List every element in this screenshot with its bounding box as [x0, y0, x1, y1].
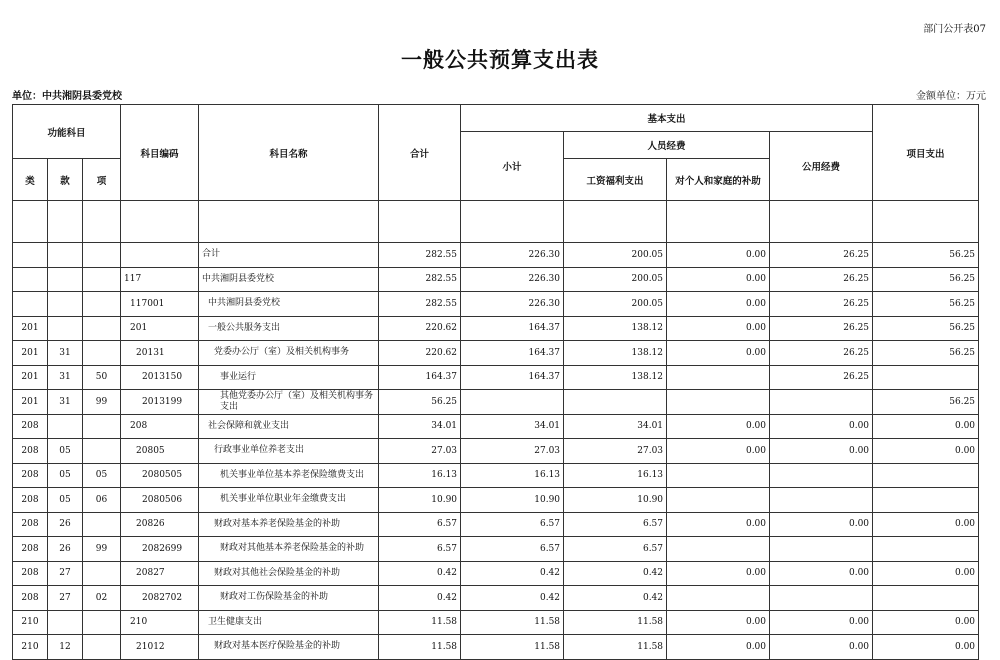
- cell-kuan: [48, 316, 83, 341]
- cell-lei: 201: [13, 365, 48, 390]
- cell-project: 0.00: [873, 414, 979, 439]
- cell-total: 34.01: [379, 414, 461, 439]
- cell-public: [770, 537, 873, 562]
- cell-lei: 208: [13, 488, 48, 513]
- cell-public: 26.25: [770, 365, 873, 390]
- cell-project: 0.00: [873, 635, 979, 660]
- header-personnel: 人员经费: [564, 132, 770, 159]
- cell-subsidy: [667, 390, 770, 415]
- cell-public: 26.25: [770, 341, 873, 366]
- cell-project: 0.00: [873, 512, 979, 537]
- cell-wages: 200.05: [564, 243, 667, 268]
- cell-project: 56.25: [873, 341, 979, 366]
- cell-name: 卫生健康支出: [199, 610, 379, 635]
- cell-lei: [13, 292, 48, 317]
- cell-subsidy: 0.00: [667, 414, 770, 439]
- cell-lei: 208: [13, 463, 48, 488]
- cell-subtotal: 16.13: [461, 463, 564, 488]
- table-row: [13, 341, 979, 366]
- cell-kuan: 27: [48, 586, 83, 611]
- cell-kuan: 31: [48, 341, 83, 366]
- cell-subtotal: 10.90: [461, 488, 564, 513]
- cell-name: 事业运行: [199, 365, 379, 390]
- cell-code: 201: [121, 316, 199, 341]
- cell-name: 财政对工伤保险基金的补助: [199, 586, 379, 611]
- cell-xiang: [83, 561, 121, 586]
- cell-subtotal: 226.30: [461, 243, 564, 268]
- cell-lei: 208: [13, 586, 48, 611]
- cell-name: 财政对基本养老保险基金的补助: [199, 512, 379, 537]
- cell-kuan: 31: [48, 365, 83, 390]
- cell-kuan: 05: [48, 463, 83, 488]
- cell-project: 56.25: [873, 292, 979, 317]
- cell-public: 0.00: [770, 439, 873, 464]
- cell-xiang: [83, 512, 121, 537]
- cell-code: 2080506: [121, 488, 199, 513]
- cell-subsidy: [667, 586, 770, 611]
- unit-label: 单位：中共湘阴县委党校: [12, 91, 122, 102]
- cell-project: 0.00: [873, 610, 979, 635]
- cell-subtotal: 164.37: [461, 341, 564, 366]
- cell-name: 其他党委办公厅（室）及相关机构事务支出: [199, 390, 379, 415]
- cell-project: 56.25: [873, 267, 979, 292]
- cell-total: 56.25: [379, 390, 461, 415]
- table-row: [13, 635, 979, 660]
- cell-subsidy: 0.00: [667, 316, 770, 341]
- table-row: [13, 243, 979, 268]
- header-project: 项目支出: [873, 105, 979, 201]
- cell-name: 机关事业单位职业年金缴费支出: [199, 488, 379, 513]
- cell-public: [770, 390, 873, 415]
- cell-wages: 200.05: [564, 292, 667, 317]
- cell-subsidy: 0.00: [667, 635, 770, 660]
- cell-lei: 208: [13, 537, 48, 562]
- cell-public: 0.00: [770, 635, 873, 660]
- cell-subtotal: 11.58: [461, 610, 564, 635]
- cell-xiang: [83, 243, 121, 268]
- cell-wages: 11.58: [564, 635, 667, 660]
- cell-total: 10.90: [379, 488, 461, 513]
- cell-subsidy: 0.00: [667, 561, 770, 586]
- table-row: [13, 267, 979, 292]
- cell-code: 208: [121, 414, 199, 439]
- header-wages: 工资福利支出: [564, 159, 667, 201]
- table-row: [13, 439, 979, 464]
- cell-subtotal: 0.42: [461, 586, 564, 611]
- cell-subtotal: 34.01: [461, 414, 564, 439]
- cell-name: 中共湘阴县委党校: [199, 292, 379, 317]
- cell-code: 20805: [121, 439, 199, 464]
- cell-public: 26.25: [770, 267, 873, 292]
- cell-kuan: 05: [48, 439, 83, 464]
- cell-public: 0.00: [770, 610, 873, 635]
- cell-code: 2013199: [121, 390, 199, 415]
- cell-xiang: [83, 316, 121, 341]
- cell-subtotal: 6.57: [461, 537, 564, 562]
- table-row: [13, 316, 979, 341]
- cell-subsidy: 0.00: [667, 243, 770, 268]
- cell-name: 财政对其他基本养老保险基金的补助: [199, 537, 379, 562]
- cell-project: [873, 463, 979, 488]
- cell-code: 2082702: [121, 586, 199, 611]
- table-row: [13, 365, 979, 390]
- cell-total: 0.42: [379, 586, 461, 611]
- cell-total: 11.58: [379, 610, 461, 635]
- cell-project: [873, 488, 979, 513]
- header-kuan: 款: [48, 159, 83, 201]
- cell-lei: 201: [13, 316, 48, 341]
- cell-total: 16.13: [379, 463, 461, 488]
- cell-xiang: 02: [83, 586, 121, 611]
- cell-kuan: 05: [48, 488, 83, 513]
- cell-lei: 208: [13, 512, 48, 537]
- table-row: [13, 292, 979, 317]
- cell-total: 11.58: [379, 635, 461, 660]
- cell-subtotal: 0.42: [461, 561, 564, 586]
- cell-project: [873, 365, 979, 390]
- cell-total: 0.42: [379, 561, 461, 586]
- cell-name: 合计: [199, 243, 379, 268]
- cell-subsidy: 0.00: [667, 439, 770, 464]
- cell-xiang: [83, 414, 121, 439]
- header-subtotal: 小计: [461, 132, 564, 201]
- cell-wages: 16.13: [564, 463, 667, 488]
- table-row: [13, 390, 979, 415]
- cell-xiang: [83, 341, 121, 366]
- cell-code: [121, 243, 199, 268]
- cell-name: 党委办公厅（室）及相关机构事务: [199, 341, 379, 366]
- header-subsidy: 对个人和家庭的补助: [667, 159, 770, 201]
- cell-subsidy: 0.00: [667, 341, 770, 366]
- cell-project: 56.25: [873, 316, 979, 341]
- cell-total: 282.55: [379, 292, 461, 317]
- cell-lei: 201: [13, 390, 48, 415]
- header-code: 科目编码: [121, 105, 199, 201]
- cell-code: 20131: [121, 341, 199, 366]
- header-xiang: 项: [83, 159, 121, 201]
- cell-kuan: [48, 292, 83, 317]
- cell-subtotal: 27.03: [461, 439, 564, 464]
- cell-xiang: [83, 267, 121, 292]
- cell-name: 一般公共服务支出: [199, 316, 379, 341]
- header-basic: 基本支出: [461, 105, 873, 132]
- cell-kuan: [48, 267, 83, 292]
- cell-total: 220.62: [379, 341, 461, 366]
- cell-lei: 208: [13, 414, 48, 439]
- cell-public: 0.00: [770, 414, 873, 439]
- cell-xiang: [83, 635, 121, 660]
- cell-subsidy: [667, 365, 770, 390]
- cell-subtotal: 164.37: [461, 316, 564, 341]
- cell-subsidy: 0.00: [667, 267, 770, 292]
- table-row: [13, 561, 979, 586]
- cell-wages: 0.42: [564, 586, 667, 611]
- cell-wages: 34.01: [564, 414, 667, 439]
- header-total: 合计: [379, 105, 461, 201]
- cell-wages: 138.12: [564, 341, 667, 366]
- cell-total: 27.03: [379, 439, 461, 464]
- cell-code: 20826: [121, 512, 199, 537]
- cell-kuan: 26: [48, 512, 83, 537]
- cell-total: 220.62: [379, 316, 461, 341]
- cell-kuan: 26: [48, 537, 83, 562]
- cell-public: [770, 488, 873, 513]
- cell-project: 56.25: [873, 243, 979, 268]
- table-row: [13, 610, 979, 635]
- cell-xiang: 99: [83, 390, 121, 415]
- cell-public: 0.00: [770, 561, 873, 586]
- cell-wages: 138.12: [564, 365, 667, 390]
- header-public: 公用经费: [770, 132, 873, 201]
- cell-code: 117: [121, 267, 199, 292]
- cell-kuan: 27: [48, 561, 83, 586]
- cell-subsidy: 0.00: [667, 610, 770, 635]
- cell-code: 117001: [121, 292, 199, 317]
- cell-total: 282.55: [379, 267, 461, 292]
- cell-code: 210: [121, 610, 199, 635]
- cell-subsidy: 0.00: [667, 512, 770, 537]
- table-row: [13, 463, 979, 488]
- cell-total: 6.57: [379, 512, 461, 537]
- header-name: 科目名称: [199, 105, 379, 201]
- page-title: 一般公共预算支出表: [401, 47, 599, 72]
- cell-wages: 138.12: [564, 316, 667, 341]
- cell-wages: 6.57: [564, 537, 667, 562]
- cell-lei: 208: [13, 561, 48, 586]
- cell-wages: 0.42: [564, 561, 667, 586]
- cell-xiang: 50: [83, 365, 121, 390]
- cell-code: 21012: [121, 635, 199, 660]
- cell-kuan: 31: [48, 390, 83, 415]
- cell-name: 行政事业单位养老支出: [199, 439, 379, 464]
- cell-wages: 10.90: [564, 488, 667, 513]
- cell-code: 2013150: [121, 365, 199, 390]
- cell-xiang: [83, 610, 121, 635]
- document-number: 部门公开表07: [923, 24, 986, 35]
- cell-kuan: [48, 414, 83, 439]
- cell-lei: 210: [13, 610, 48, 635]
- cell-lei: 208: [13, 439, 48, 464]
- cell-name: 机关事业单位基本养老保险缴费支出: [199, 463, 379, 488]
- cell-xiang: [83, 292, 121, 317]
- cell-total: 6.57: [379, 537, 461, 562]
- cell-subsidy: [667, 537, 770, 562]
- cell-kuan: [48, 243, 83, 268]
- cell-kuan: 12: [48, 635, 83, 660]
- table-body: [13, 201, 979, 660]
- cell-wages: 11.58: [564, 610, 667, 635]
- cell-total: 282.55: [379, 243, 461, 268]
- cell-subtotal: [461, 390, 564, 415]
- cell-name: 中共湘阴县委党校: [199, 267, 379, 292]
- cell-subtotal: 226.30: [461, 267, 564, 292]
- amount-unit-label: 金额单位：万元: [916, 91, 986, 102]
- cell-name: 财政对基本医疗保险基金的补助: [199, 635, 379, 660]
- cell-wages: 200.05: [564, 267, 667, 292]
- cell-public: [770, 586, 873, 611]
- cell-xiang: [83, 439, 121, 464]
- cell-kuan: [48, 610, 83, 635]
- cell-name: 财政对其他社会保险基金的补助: [199, 561, 379, 586]
- cell-wages: 27.03: [564, 439, 667, 464]
- cell-project: [873, 586, 979, 611]
- cell-code: 2082699: [121, 537, 199, 562]
- cell-subsidy: [667, 488, 770, 513]
- cell-wages: 6.57: [564, 512, 667, 537]
- cell-project: 0.00: [873, 439, 979, 464]
- cell-public: [770, 463, 873, 488]
- cell-subtotal: 226.30: [461, 292, 564, 317]
- table-row: [13, 586, 979, 611]
- budget-table: [12, 104, 979, 660]
- cell-subsidy: [667, 463, 770, 488]
- table-row: [13, 537, 979, 562]
- cell-lei: 201: [13, 341, 48, 366]
- cell-xiang: 99: [83, 537, 121, 562]
- cell-public: 26.25: [770, 292, 873, 317]
- table-header: [13, 105, 979, 201]
- cell-subtotal: 11.58: [461, 635, 564, 660]
- cell-project: 0.00: [873, 561, 979, 586]
- cell-public: 26.25: [770, 316, 873, 341]
- header-func-subject: 功能科目: [13, 105, 121, 159]
- cell-subtotal: 6.57: [461, 512, 564, 537]
- cell-lei: 210: [13, 635, 48, 660]
- cell-code: 2080505: [121, 463, 199, 488]
- table-row: [13, 488, 979, 513]
- cell-total: 164.37: [379, 365, 461, 390]
- cell-project: [873, 537, 979, 562]
- header-lei: 类: [13, 159, 48, 201]
- cell-public: 26.25: [770, 243, 873, 268]
- cell-xiang: 05: [83, 463, 121, 488]
- table-row: [13, 512, 979, 537]
- cell-subsidy: 0.00: [667, 292, 770, 317]
- cell-wages: [564, 390, 667, 415]
- cell-lei: [13, 243, 48, 268]
- blank-row: [13, 201, 979, 243]
- cell-project: 56.25: [873, 390, 979, 415]
- cell-subtotal: 164.37: [461, 365, 564, 390]
- table-row: [13, 414, 979, 439]
- cell-name: 社会保障和就业支出: [199, 414, 379, 439]
- cell-code: 20827: [121, 561, 199, 586]
- cell-public: 0.00: [770, 512, 873, 537]
- cell-xiang: 06: [83, 488, 121, 513]
- cell-lei: [13, 267, 48, 292]
